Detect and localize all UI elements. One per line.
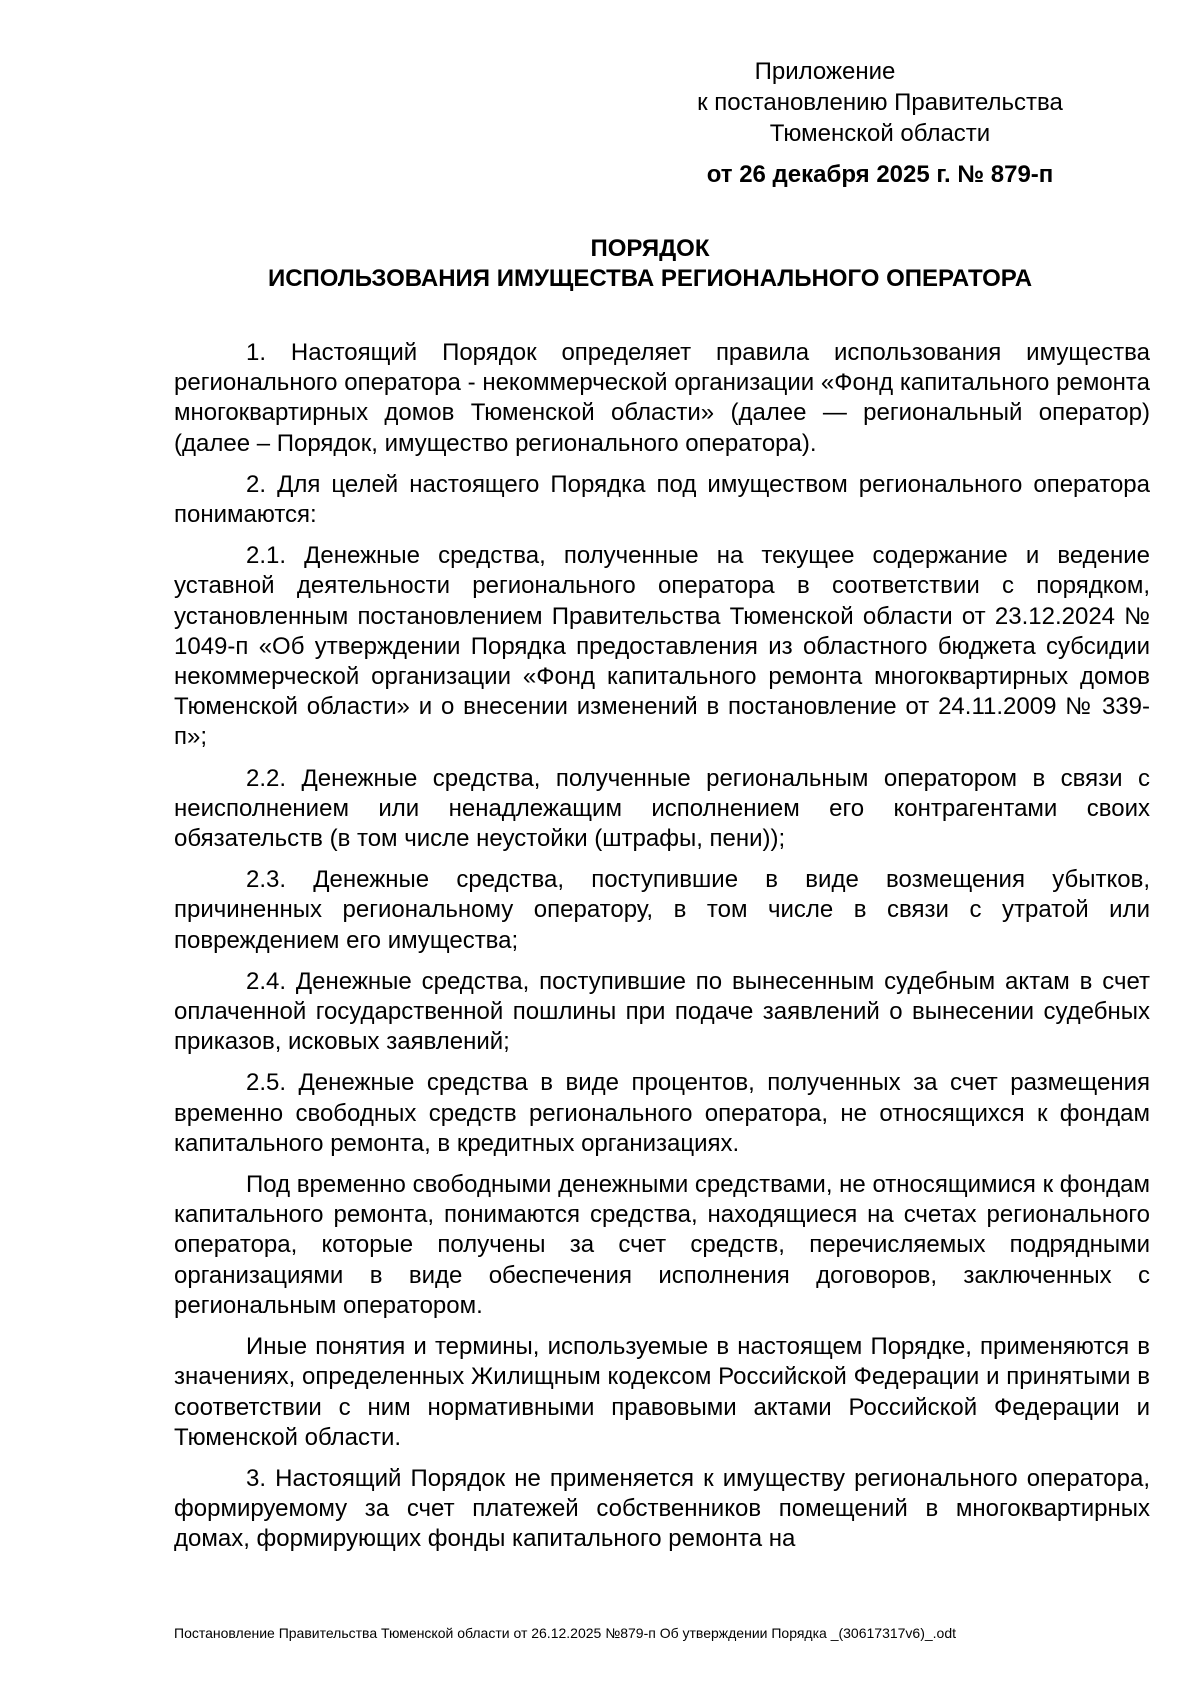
document-body	[174, 338, 1150, 1566]
appendix-label: Приложение	[754, 58, 896, 85]
title-line-2: ИСПОЛЬЗОВАНИЯ ИМУЩЕСТВА РЕГИОНАЛЬНОГО ОПЕРАТОРА	[267, 265, 1033, 292]
paragraph-2-5: 2.5. Денежные средства в виде процентов, полученных за счет размещения временно свободных средств регионального оператора, не относящихся к фондам капитального ремонта, в кредитных организациях.	[174, 1069, 1150, 1157]
paragraph-2-4: 2.4. Денежные средства, поступившие по вынесенным судебным актам в счет оплаченной государственной пошлины при подаче заявлений о вынесении судебных приказов, исковых заявлений;	[174, 967, 1150, 1056]
page-footer: Постановление Правительства Тюменской области от 26.12.2025 №879-п Об утверждении Порядка _(30617317v6)_.odt	[174, 1625, 957, 1641]
paragraph-3: 3. Настоящий Порядок не применяется к имуществу регионального оператора, формируемому за счет платежей собственников помещений в многоквартирных домах, формирующих фонды капитального ремонта на	[174, 1464, 1150, 1553]
paragraph-2-3: 2.3. Денежные средства, поступившие в виде возмещения убытков, причиненных региональному оператору, в том числе в связи с утратой или повреждением его имущества;	[174, 866, 1150, 954]
paragraph-1: 1. Настоящий Порядок определяет правила использования имущества регионального оператора - некоммерческой организации «Фонд капитального ремонта многоквартирных домов Тюменской области» (далее — региональный оператор) (далее – Порядок, имущество регионального оператора).	[174, 339, 1150, 457]
paragraph-2-2: 2.2. Денежные средства, полученные региональным оператором в связи с неисполнением или ненадлежащим исполнением его контрагентами своих обязательств (в том числе неустойки (штрафы, пени));	[174, 764, 1150, 853]
paragraph-terms: Иные понятия и термины, используемые в настоящем Порядке, применяются в значениях, определенных Жилищным кодексом Российской Федерации и принятыми в соответствии с ним нормативными правовыми актами Российской Федерации и Тюменской области.	[174, 1333, 1150, 1451]
appendix-date-number: от 26 декабря 2025 г. № 879-п	[706, 161, 1054, 188]
appendix-region: Тюменской области	[769, 120, 991, 147]
paragraph-2-1: 2.1. Денежные средства, полученные на текущее содержание и ведение уставной деятельности регионального оператора в соответствии с порядком, установленным постановлением Правительства Тюменской области от 23.12.2024 № 1049-п «Об утверждении Порядка предоставления из областного бюджета субсидии некоммерческой организации «Фонд капитального ремонта многоквартирных домов Тюменской области» и о внесении изменений в постановление от 24.11.2009 № 339-п»;	[174, 542, 1150, 751]
paragraph-2: 2. Для целей настоящего Порядка под имуществом регионального оператора понимаются:	[174, 470, 1150, 529]
title-line-1: ПОРЯДОК	[590, 235, 710, 262]
appendix-block	[640, 56, 1120, 190]
paragraph-free-funds: Под временно свободными денежными средствами, не относящимися к фондам капитального ремонта, понимаются средства, находящиеся на счетах регионального оператора, которые получены за счет средств, перечисляемых подрядными организациями в виде обеспечения исполнения договоров, заключенных с региональным оператором.	[174, 1171, 1150, 1319]
document-title	[170, 234, 1130, 294]
appendix-resolution: к постановлению Правительства	[697, 89, 1063, 116]
